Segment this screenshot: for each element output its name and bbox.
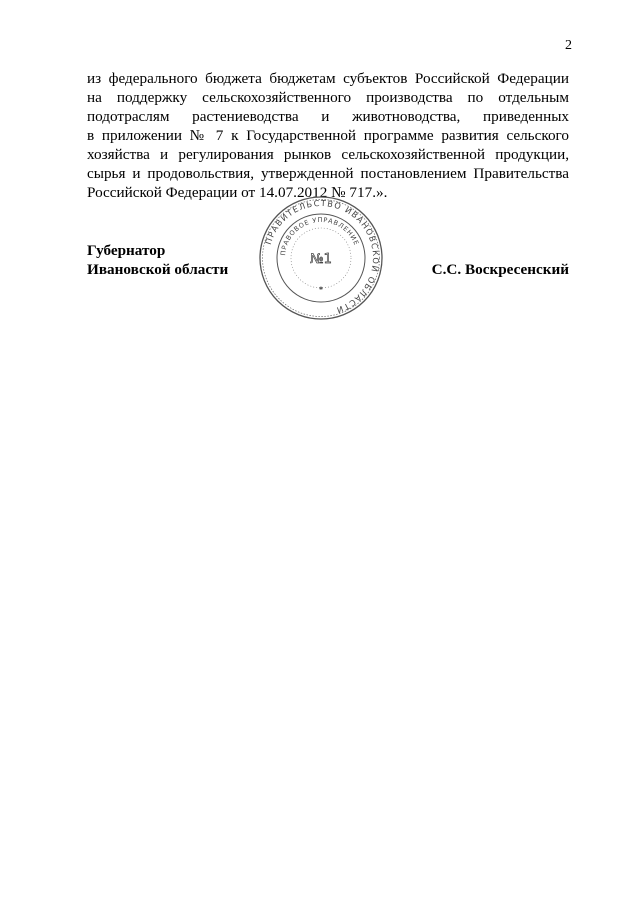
body-line: из федерального бюджета бюджетам субъектов Российской Федерации [87,70,569,87]
body-line: сырья и продовольствия, утвержденной постановлением Правительства [87,165,569,182]
stamp-inner-text: ПРАВОВОЕ УПРАВЛЕНИЕ [279,215,361,257]
official-seal-stamp [258,195,384,321]
stamp-number: №1 [310,252,332,267]
star-icon: ✱ [318,286,324,292]
signatory-name: С.С. Воскресенский [431,261,569,278]
body-paragraph [87,69,569,202]
body-line: подотраслям растениеводства и животноводства, приведенных [87,108,569,125]
body-line: хозяйства и регулирования рынков сельскохозяйственной продукции, [87,146,569,163]
position-title: Губернатор [87,242,166,259]
body-line: в приложении № 7 к Государственной программе развития сельского [87,127,569,144]
stamp-ring-text: ПРАВИТЕЛЬСТВО ИВАНОВСКОЙ ОБЛАСТИ [262,197,382,316]
body-line: Российской Федерации от 14.07.2012 № 717.». [87,184,388,201]
svg-text:ПРАВОВОЕ УПРАВЛЕНИЕ [279,216,361,256]
page-number: 2 [565,38,572,53]
body-line: на поддержку сельскохозяйственного производства по отдельным [87,89,569,106]
position-region: Ивановской области [87,261,229,278]
signatory-position [87,241,228,279]
